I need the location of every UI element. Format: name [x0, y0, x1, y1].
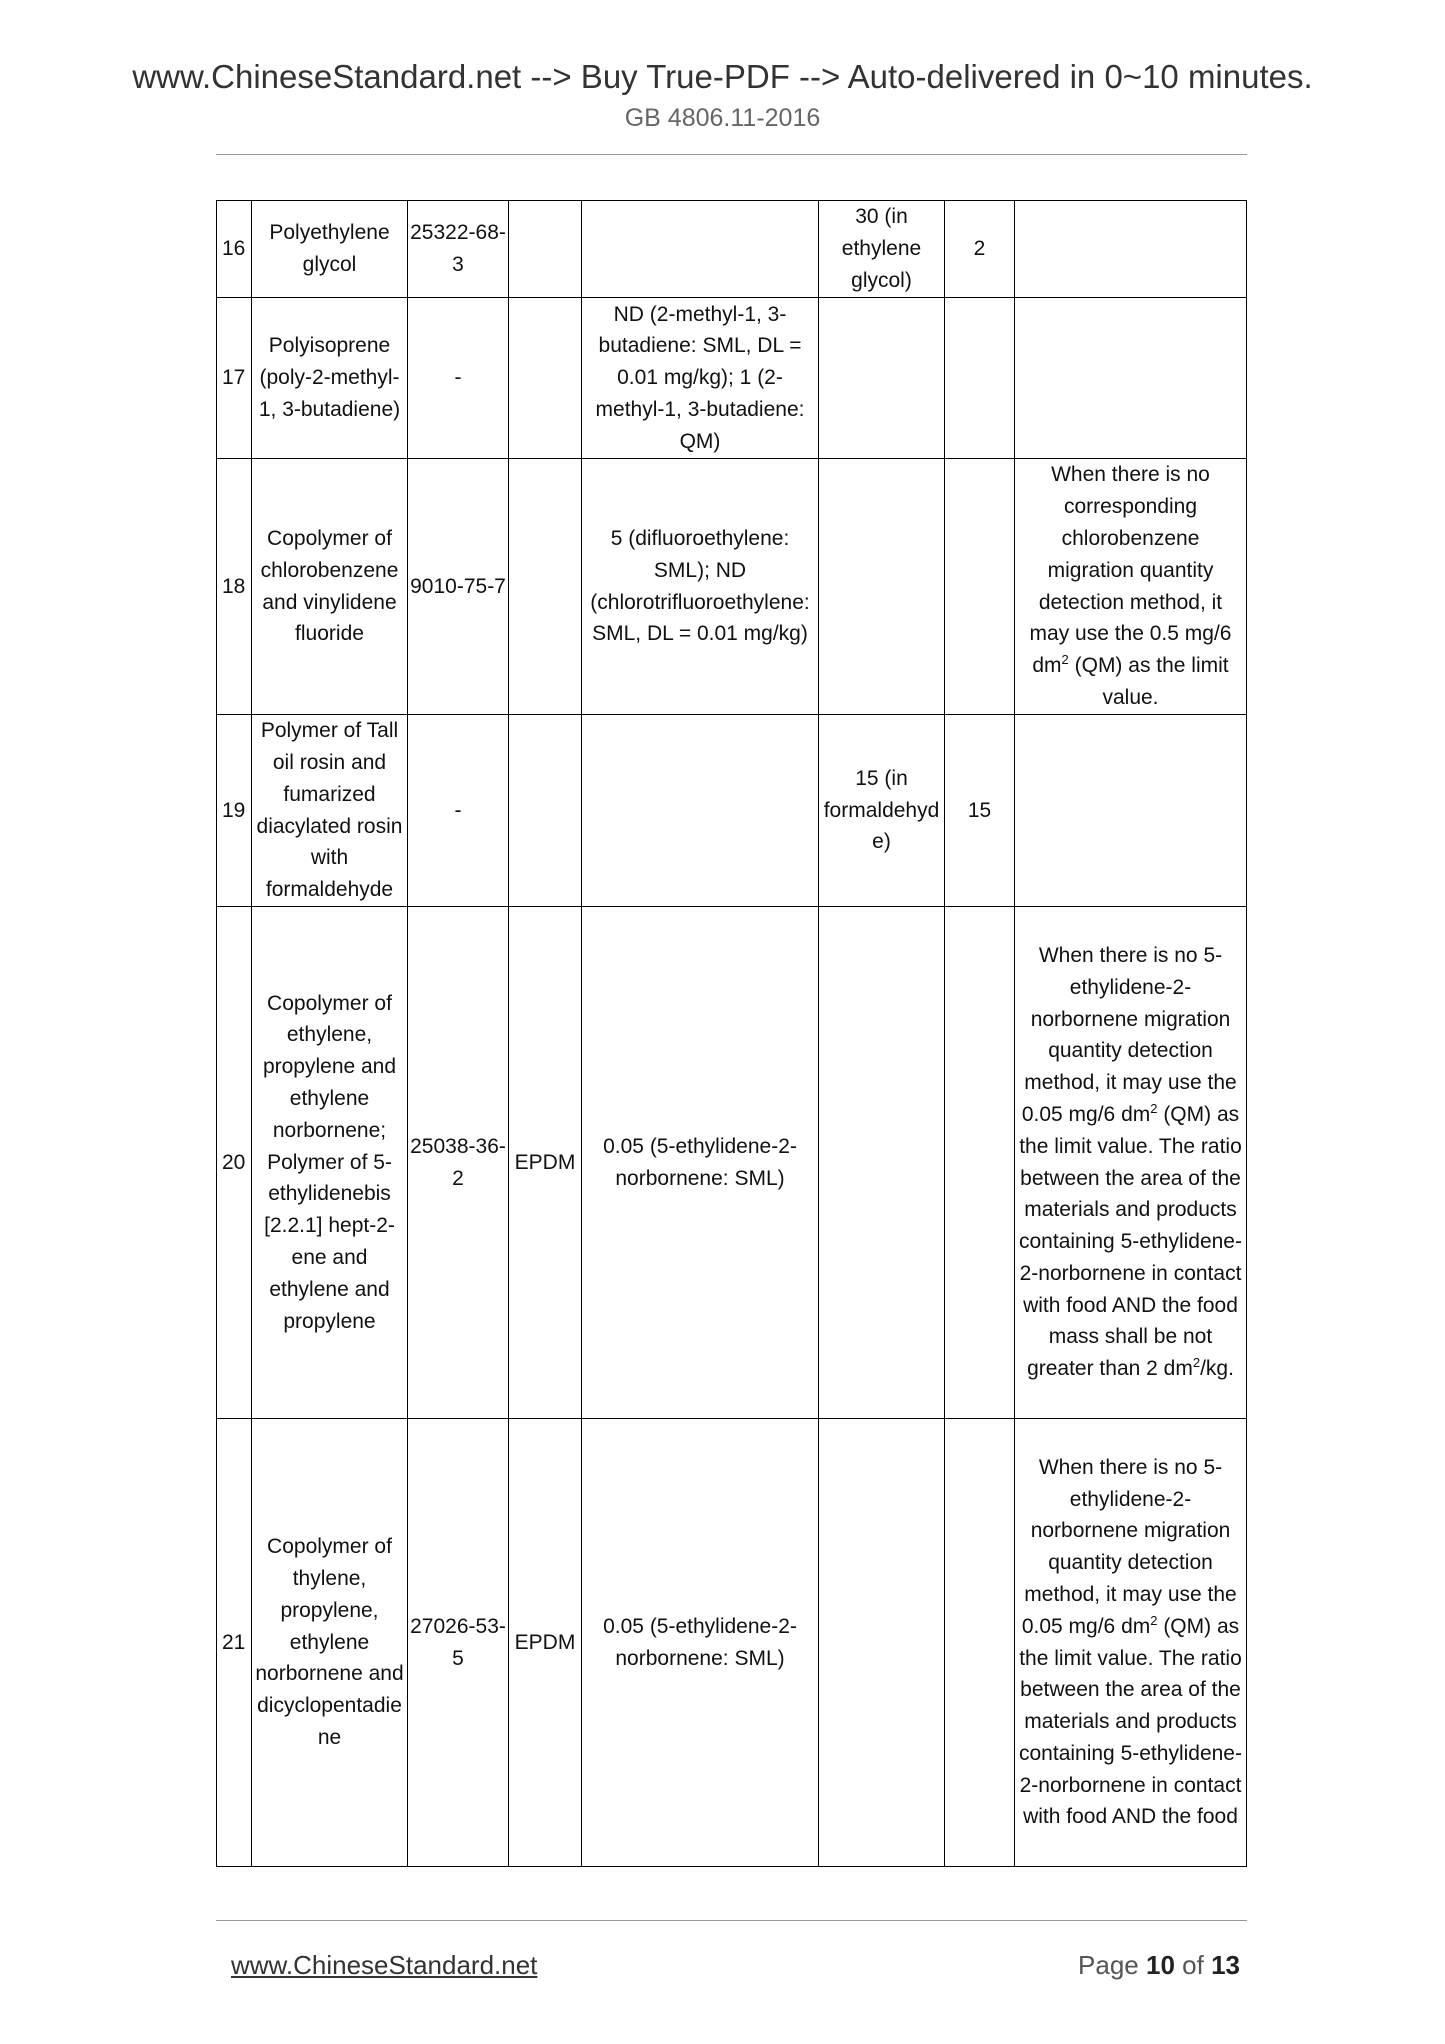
substance-name: Polymer of Tall oil rosin and fumarized diacylated rosin with formaldehyde — [252, 715, 408, 907]
cas-number: 25322-68-3 — [408, 201, 509, 298]
footer-site-link[interactable]: www.ChineseStandard.net — [231, 1950, 538, 1980]
abbreviation: EPDM — [509, 907, 582, 1419]
migration-limit: ND (2-methyl-1, 3-butadiene: SML, DL = 0.01 mg/kg); 1 (2-methyl-1, 3-butadiene: QM) — [582, 298, 819, 459]
qm-limit — [819, 459, 945, 715]
factor-value — [945, 459, 1015, 715]
cas-number: 27026-53-5 — [408, 1419, 509, 1867]
header-divider — [216, 154, 1247, 155]
page-prefix: Page — [1078, 1950, 1139, 1980]
additives-table — [216, 200, 1247, 1867]
header-banner: www.ChineseStandard.net --> Buy True-PDF --> Auto-delivered in 0~10 minutes. — [132, 58, 1313, 95]
substance-name: Copolymer of ethylene, propylene and ethylene norbornene; Polymer of 5-ethylidenebis [2.2.1] hept-2-ene and ethylene and propylene — [252, 907, 408, 1419]
abbreviation: EPDM — [509, 1419, 582, 1867]
substance-name: Copolymer of chlorobenzene and vinylidene fluoride — [252, 459, 408, 715]
table-row — [217, 298, 1247, 459]
qm-limit: 15 (in formaldehyde) — [819, 715, 945, 907]
footer-divider — [216, 1920, 1247, 1921]
row-number: 20 — [217, 907, 252, 1419]
row-number: 16 — [217, 201, 252, 298]
row-number: 17 — [217, 298, 252, 459]
cas-number: - — [408, 715, 509, 907]
factor-value — [945, 907, 1015, 1419]
row-number: 18 — [217, 459, 252, 715]
factor-value: 2 — [945, 201, 1015, 298]
page-total: 13 — [1211, 1950, 1240, 1980]
abbreviation — [509, 459, 582, 715]
abbreviation — [509, 298, 582, 459]
standard-code: GB 4806.11-2016 — [624, 104, 821, 132]
qm-limit — [819, 1419, 945, 1867]
remarks — [1015, 715, 1247, 907]
remarks: When there is no corresponding chlorobenzene migration quantity detection method, it may use the 0.5 mg/6 $dm^2$ (QM) as the limit value. — [1015, 459, 1247, 715]
factor-value — [945, 298, 1015, 459]
page-current: 10 — [1146, 1950, 1175, 1980]
cas-number: 25038-36-2 — [408, 907, 509, 1419]
remarks: When there is no 5-ethylidene-2-norbornene migration quantity detection method, it may use the 0.05 mg/6 $dm^2$ (QM) as the limit value. The ratio between the area of the materials and products containing 5-ethylidene-2-norbornene in contact with food AND the food — [1015, 1419, 1247, 1867]
table-row — [217, 715, 1247, 907]
substance-name: Copolymer of thylene, propylene, ethylene norbornene and dicyclopentadiene — [252, 1419, 408, 1867]
abbreviation — [509, 201, 582, 298]
qm-limit — [819, 907, 945, 1419]
migration-limit — [582, 201, 819, 298]
qm-limit — [819, 298, 945, 459]
remarks: When there is no 5-ethylidene-2-norbornene migration quantity detection method, it may use the 0.05 mg/6 $dm^2$ (QM) as the limit value. The ratio between the area of the materials and products containing 5-ethylidene-2-norbornene in contact with food AND the food mass shall be not greater than 2 $dm^2/kg$. — [1015, 907, 1247, 1419]
cas-number: 9010-75-7 — [408, 459, 509, 715]
factor-value: 15 — [945, 715, 1015, 907]
table-row — [217, 201, 1247, 298]
remarks — [1015, 298, 1247, 459]
substance-name: Polyethylene glycol — [252, 201, 408, 298]
substance-name: Polyisoprene (poly-2-methyl-1, 3-butadiene) — [252, 298, 408, 459]
migration-limit — [582, 715, 819, 907]
factor-value — [945, 1419, 1015, 1867]
table-row — [217, 1419, 1247, 1867]
table-row — [217, 459, 1247, 715]
qm-limit: 30 (in ethylene glycol) — [819, 201, 945, 298]
row-number: 19 — [217, 715, 252, 907]
cas-number: - — [408, 298, 509, 459]
migration-limit: 0.05 (5-ethylidene-2-norbornene: SML) — [582, 1419, 819, 1867]
page-of: of — [1182, 1950, 1204, 1980]
abbreviation — [509, 715, 582, 907]
migration-limit: 5 (difluoroethylene: SML); ND (chlorotrifluoroethylene: SML, DL = 0.01 mg/kg) — [582, 459, 819, 715]
row-number: 21 — [217, 1419, 252, 1867]
migration-limit: 0.05 (5-ethylidene-2-norbornene: SML) — [582, 907, 819, 1419]
table-row — [217, 907, 1247, 1419]
remarks — [1015, 201, 1247, 298]
page-indicator — [1078, 1950, 1240, 1981]
